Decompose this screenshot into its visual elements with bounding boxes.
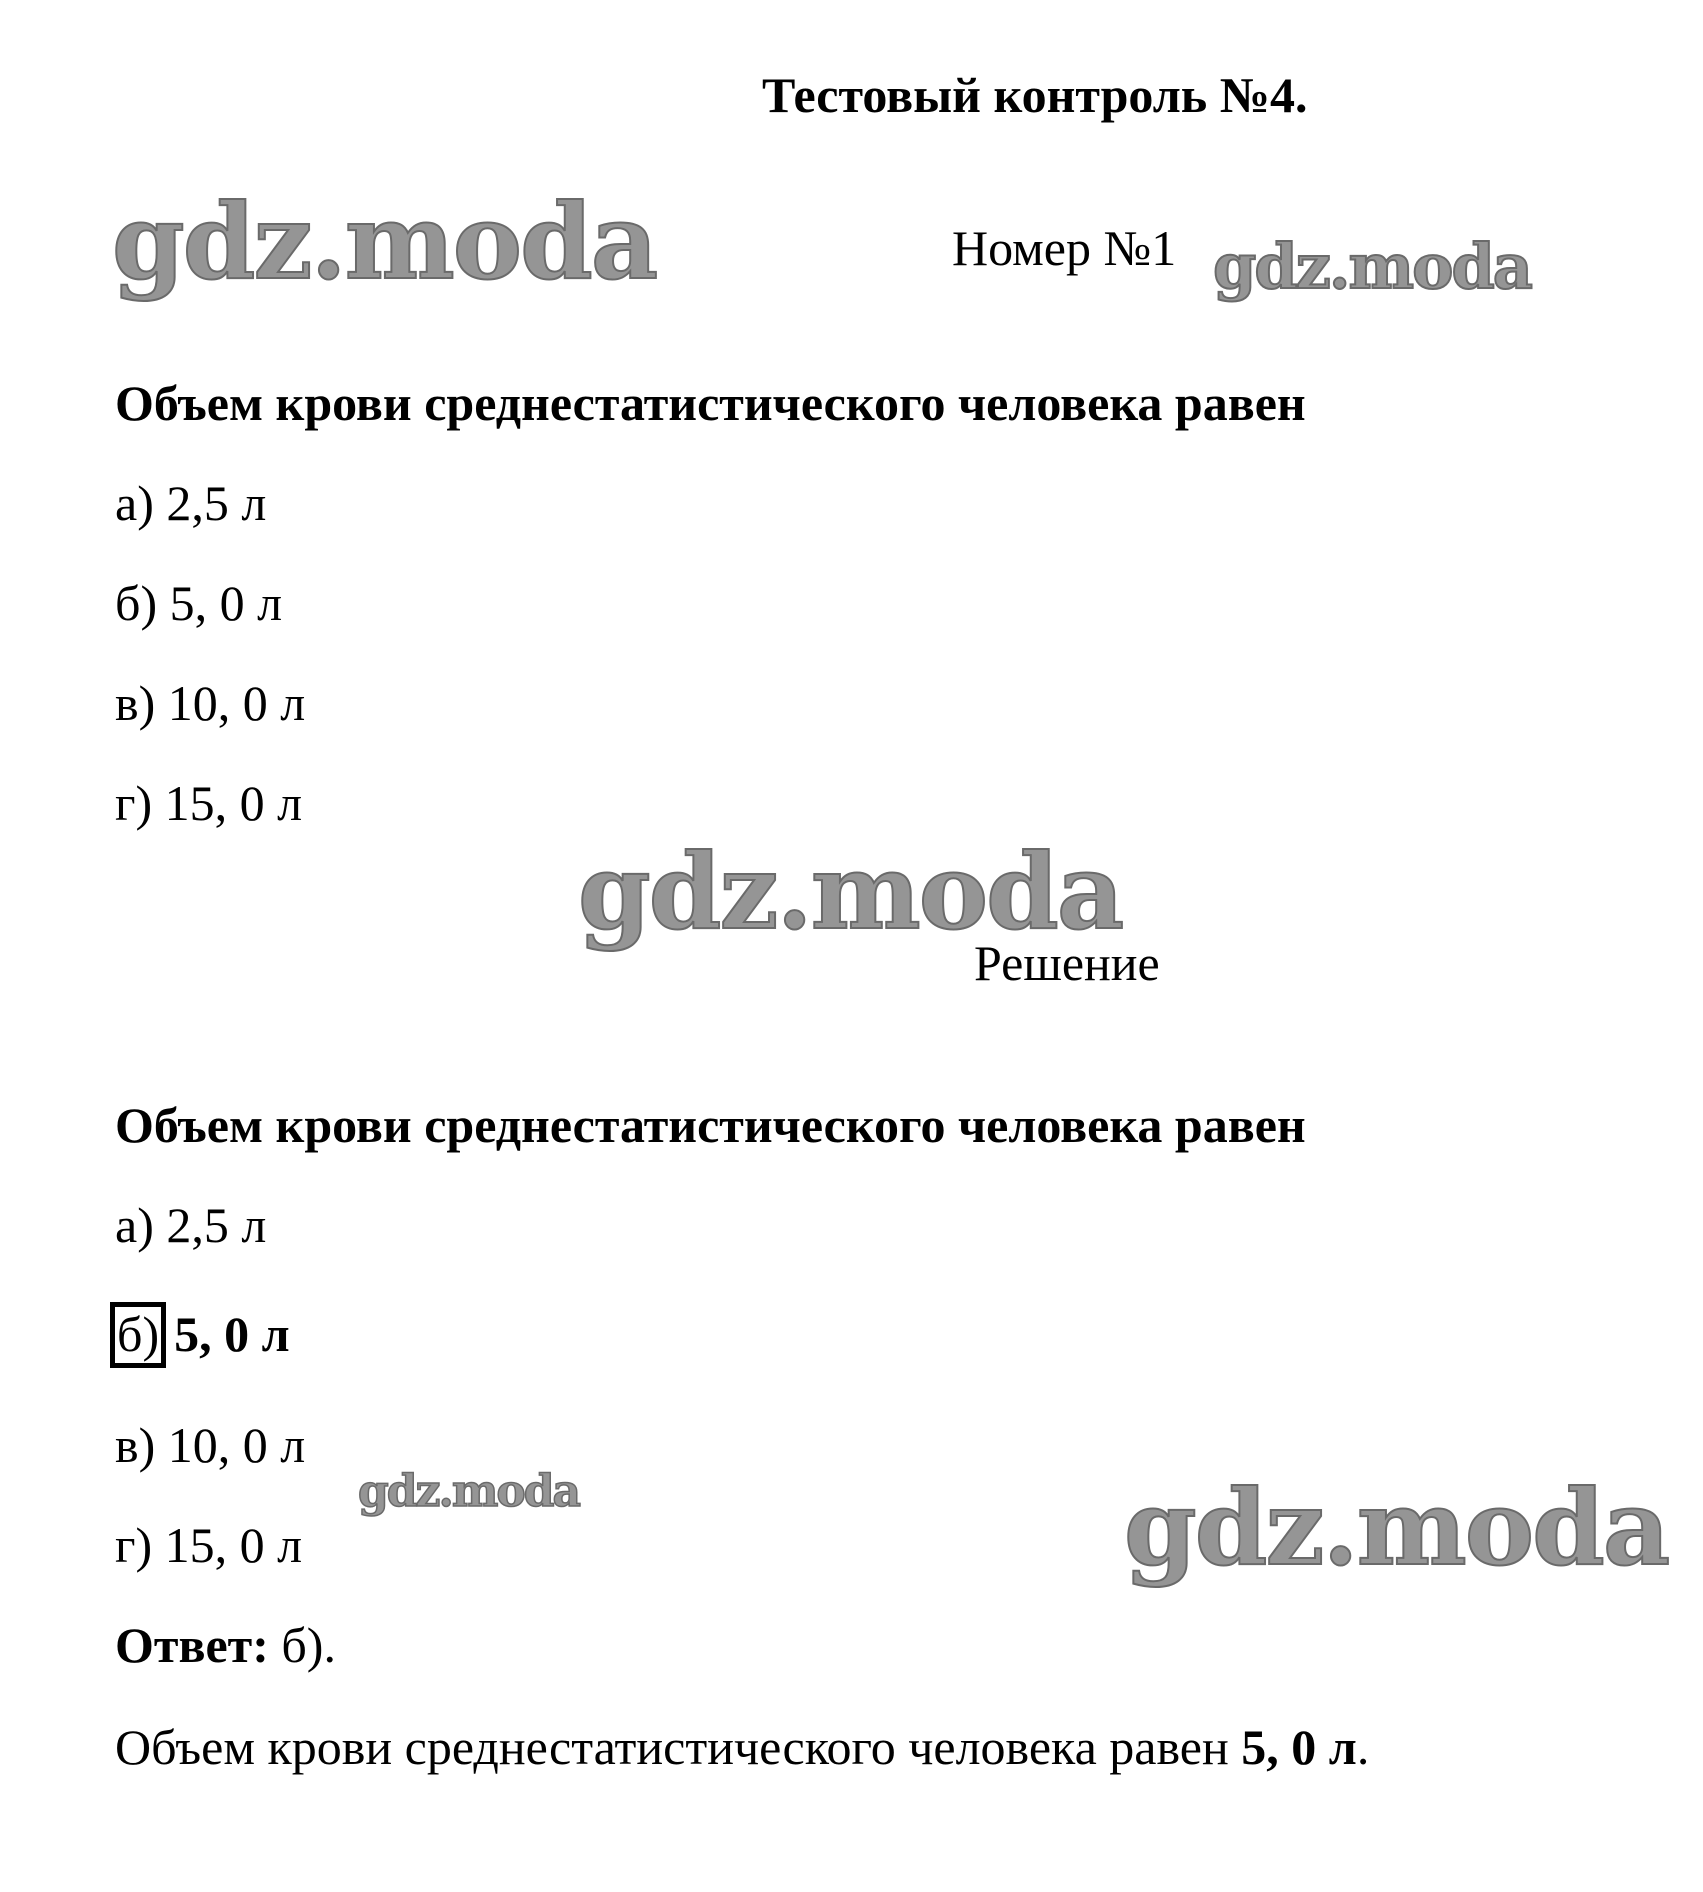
solution-question-text: Объем крови среднестатистического человека равен <box>115 1097 1306 1153</box>
watermark-logo: gdz.moda <box>1124 1466 1669 1589</box>
option-value: 15, 0 л <box>164 775 303 831</box>
solution-option-a <box>115 1197 267 1253</box>
explanation-value: 5, 0 л <box>1241 1719 1357 1775</box>
option-letter: а) <box>115 1197 154 1253</box>
answer-value: б). <box>281 1617 336 1673</box>
option-c <box>115 675 306 731</box>
explanation-line <box>115 1719 1370 1775</box>
explanation-suffix: . <box>1356 1719 1370 1775</box>
solution-option-b-correct <box>115 1302 290 1368</box>
selected-answer-box: б) <box>110 1302 166 1368</box>
option-letter: в) <box>115 1417 156 1473</box>
option-value: 10, 0 л <box>167 1417 306 1473</box>
option-value: 15, 0 л <box>164 1517 303 1573</box>
watermark-logo: gdz.moda <box>112 180 657 303</box>
option-letter: в) <box>115 675 156 731</box>
option-letter: г) <box>115 775 153 831</box>
solution-option-d <box>115 1517 303 1573</box>
watermark-logo: gdz.moda <box>1213 230 1531 303</box>
watermark-logo: gdz.moda <box>578 830 1123 953</box>
question-text: Объем крови среднестатистического человека равен <box>115 375 1306 431</box>
watermark-logo: gdz.moda <box>358 1466 580 1517</box>
solution-option-c <box>115 1417 306 1473</box>
option-letter: а) <box>115 475 154 531</box>
option-value: 5, 0 л <box>169 575 283 631</box>
option-letter: г) <box>115 1517 153 1573</box>
solution-heading: Решение <box>974 935 1160 991</box>
option-value: 10, 0 л <box>167 675 306 731</box>
option-a <box>115 475 267 531</box>
option-b <box>115 575 283 631</box>
answer-line <box>115 1617 336 1673</box>
option-value: 2,5 л <box>166 475 267 531</box>
option-value: 2,5 л <box>166 1197 267 1253</box>
explanation-prefix: Объем крови среднестатистического человека равен <box>115 1719 1229 1775</box>
task-number: Номер №1 <box>952 220 1177 276</box>
option-value: 5, 0 л <box>174 1306 290 1362</box>
option-d <box>115 775 303 831</box>
option-letter: б) <box>115 575 158 631</box>
page-title: Тестовый контроль №4. <box>762 67 1308 123</box>
answer-label: Ответ: <box>115 1617 269 1673</box>
